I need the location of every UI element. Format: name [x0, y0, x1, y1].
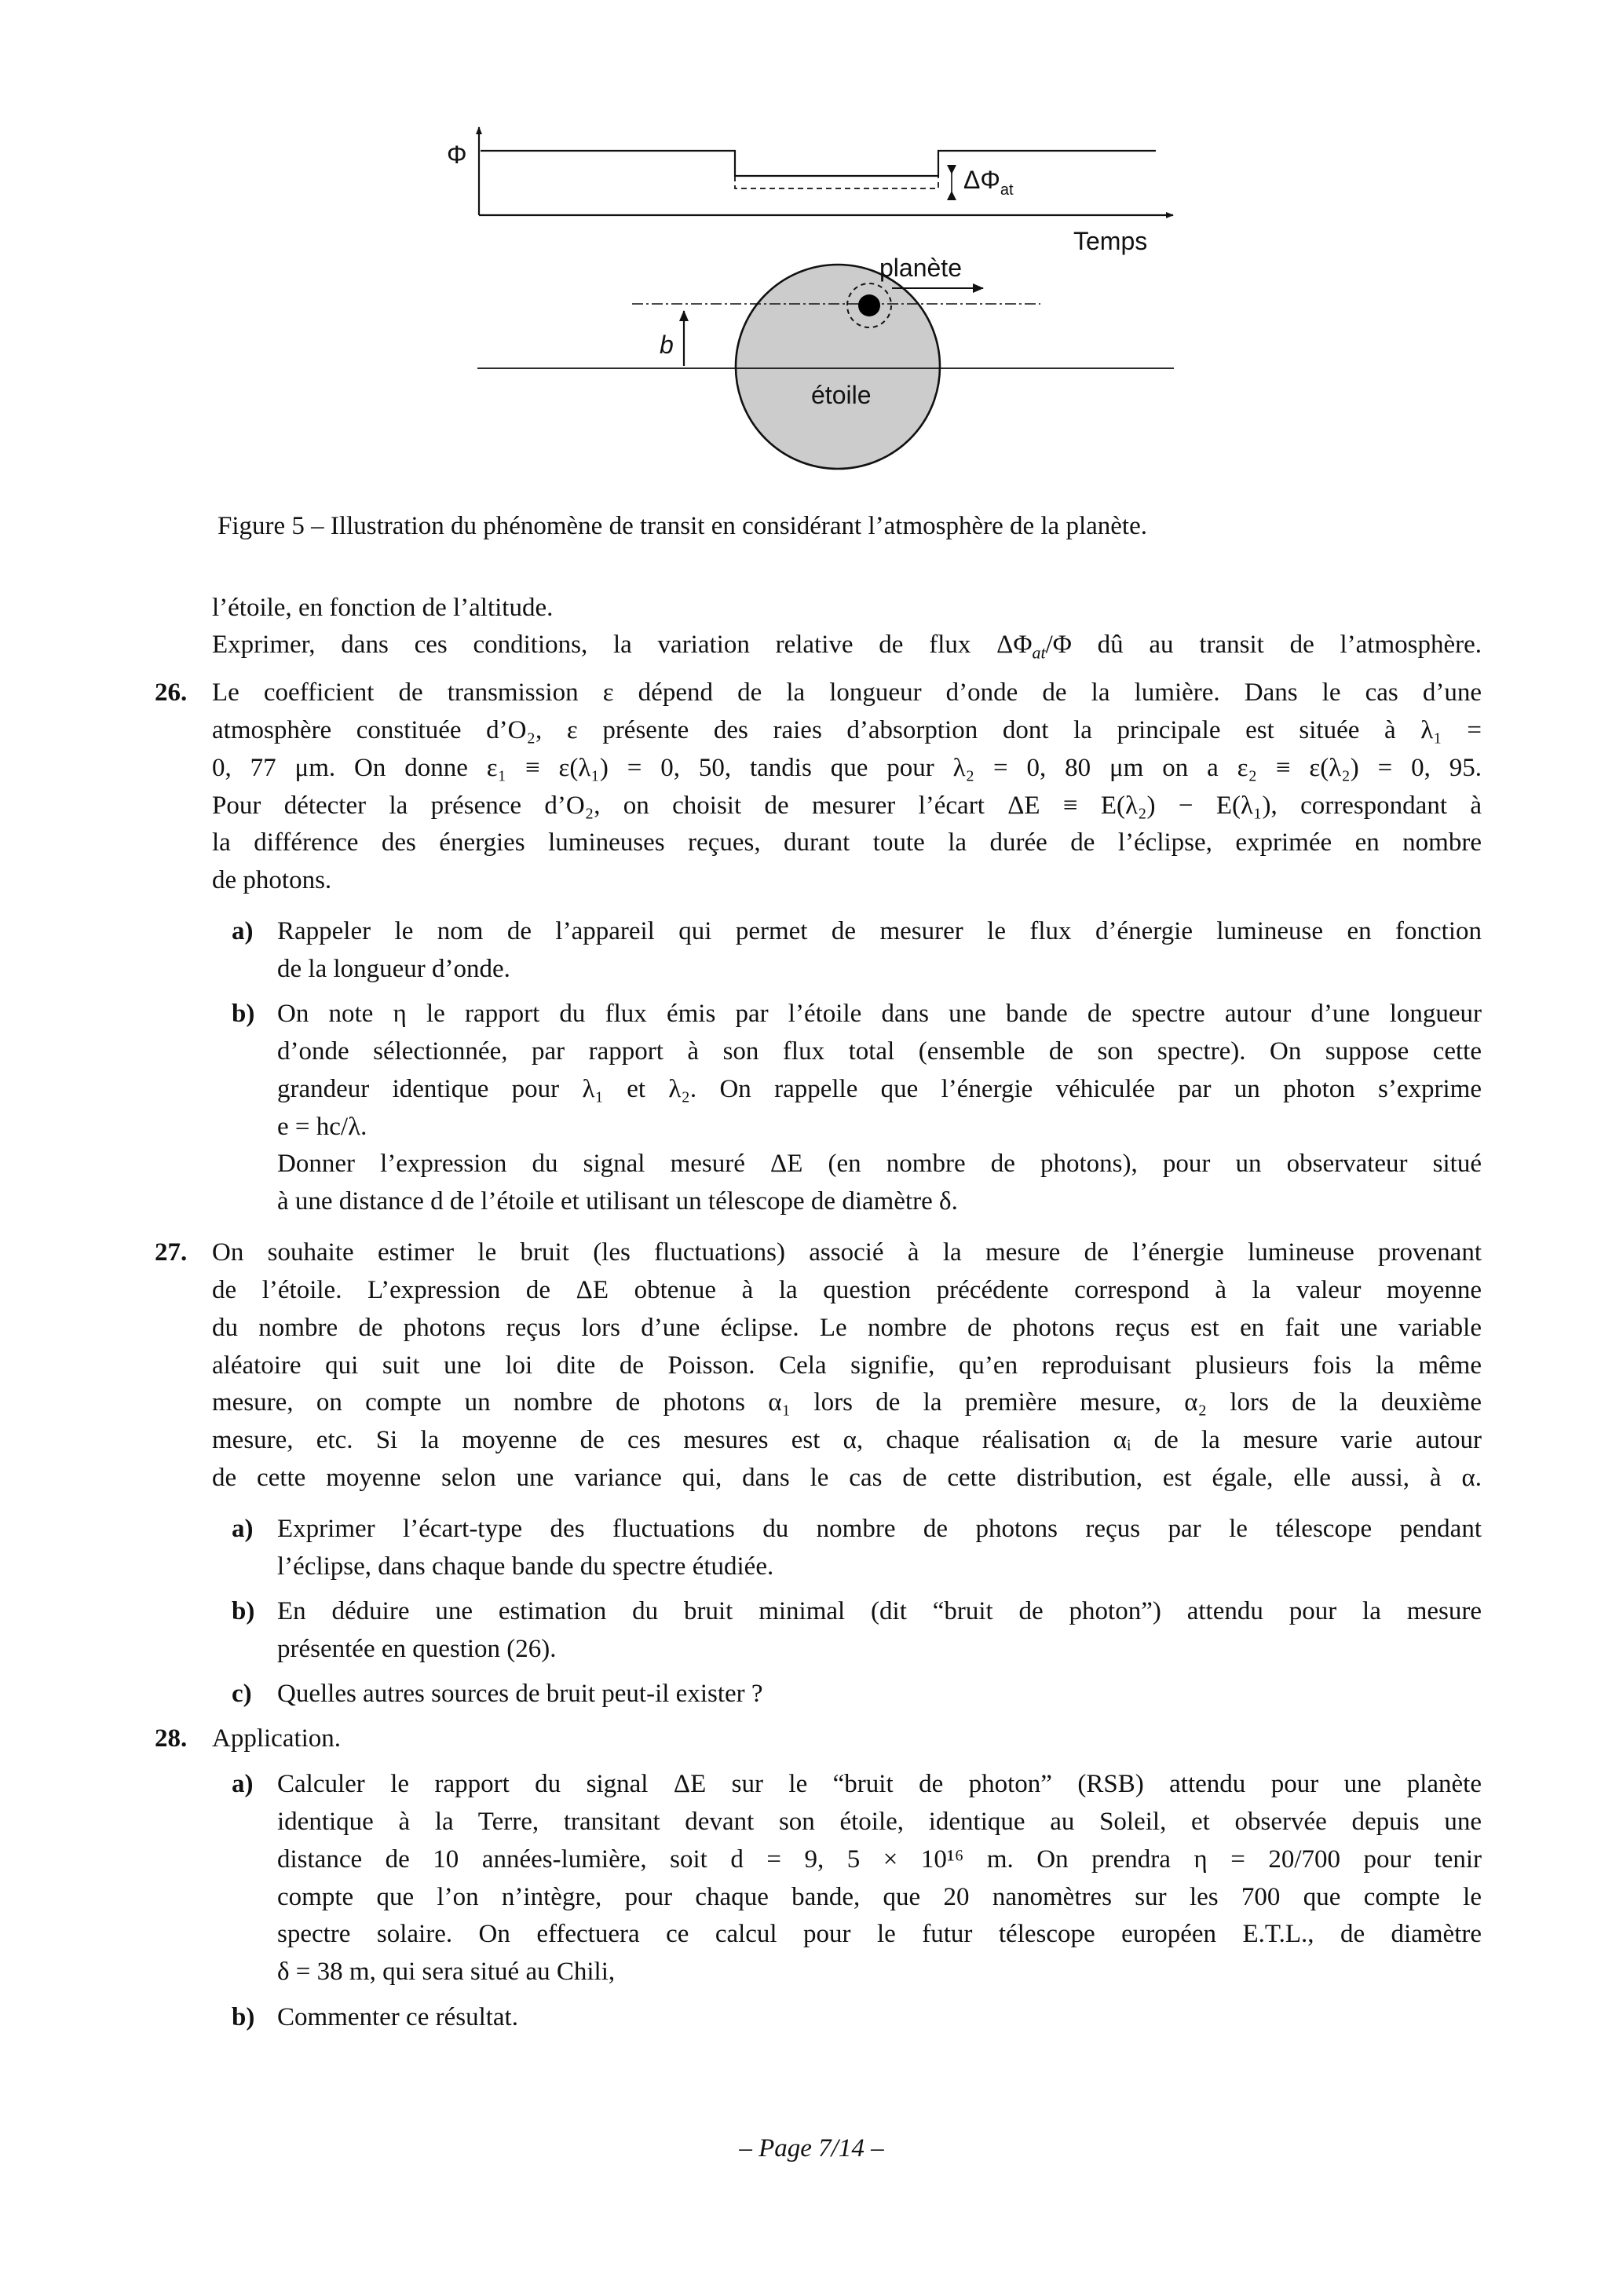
- q27c-line: Quelles autres sources de bruit peut-il exister ?: [277, 1680, 763, 1708]
- q26b-label: b): [232, 1000, 255, 1028]
- flux-curve: [481, 151, 1156, 176]
- q26b-line: e = hc/λ.: [277, 1113, 367, 1141]
- q27-line: aléatoire qui suit une loi dite de Poisson. Cela signifie, qu’en reproduisant plusieurs fois la même: [212, 1351, 1482, 1380]
- q28a-line: compte que l’on n’intègre, pour chaque bande, que 20 nanomètres sur les 700 que compte le: [277, 1883, 1482, 1911]
- question-27-number: 27.: [155, 1238, 188, 1267]
- q27a-line: l’éclipse, dans chaque bande du spectre étudiée.: [277, 1552, 774, 1581]
- y-axis-label: Φ: [447, 141, 467, 169]
- q28a-line: identique à la Terre, transitant devant son étoile, identique au Soleil, et observée depuis une: [277, 1808, 1482, 1836]
- transit-geometry: [477, 254, 1174, 469]
- q27b-line: En déduire une estimation du bruit minimal (dit “bruit de photon”) attendu pour la mesure: [277, 1597, 1482, 1625]
- q28a-line: δ = 38 m, qui sera situé au Chili,: [277, 1958, 616, 1986]
- q28a-line: Calculer le rapport du signal ΔE sur le “bruit de photon” (RSB) attendu pour une planète: [277, 1770, 1482, 1798]
- q27b-label: b): [232, 1597, 255, 1625]
- intro-line-1: l’étoile, en fonction de l’altitude.: [212, 594, 554, 622]
- q26b-line: à une distance d de l’étoile et utilisant un télescope de diamètre δ.: [277, 1187, 958, 1216]
- q27-line: mesure, etc. Si la moyenne de ces mesures est α, chaque réalisation αᵢ de la mesure varie autour: [212, 1426, 1482, 1454]
- star-disk: [736, 265, 940, 469]
- q26-line: atmosphère constituée d’O₂, ε présente des raies d’absorption dont la principale est située à λ₁ =: [212, 716, 1482, 744]
- q26a-line: de la longueur d’onde.: [277, 955, 510, 983]
- q26b-line: grandeur identique pour λ₁ et λ₂. On rappelle que l’énergie véhiculée par un photon s’exprime: [277, 1075, 1482, 1103]
- intro-line-2: Exprimer, dans ces conditions, la variation relative de flux $\Delta\Phi_{at}/\Phi$ dû au transit de l’atmosphère.: [212, 631, 1482, 663]
- q27-line: On souhaite estimer le bruit (les fluctuations) associé à la mesure de l’énergie lumineuse provenant: [212, 1238, 1482, 1267]
- q27-line: de l’étoile. L’expression de ΔE obtenue à la question précédente correspond à la valeur moyenne: [212, 1276, 1482, 1304]
- q26b-line: d’onde sélectionnée, par rapport à son flux total (ensemble de son spectre). On suppose cette: [277, 1037, 1482, 1066]
- q28b-line: Commenter ce résultat.: [277, 2003, 518, 2031]
- q28-title: Application.: [212, 1724, 342, 1753]
- q26-line: de photons.: [212, 866, 332, 894]
- q28a-label: a): [232, 1770, 254, 1798]
- page-number: – Page 7/14 –: [739, 2134, 884, 2163]
- delta-phi-label: $\Delta\Phi_{at}$: [963, 166, 1014, 199]
- q27c-label: c): [232, 1680, 252, 1708]
- planet-label: planète: [879, 254, 962, 282]
- flux-plot: [447, 127, 1173, 255]
- question-28-number: 28.: [155, 1724, 188, 1753]
- planet-disk: [858, 294, 880, 316]
- q26b-line: Donner l’expression du signal mesuré ΔE (en nombre de photons), pour un observateur situé: [277, 1150, 1482, 1178]
- q26-line: Pour détecter la présence d’O₂, on choisit de mesurer l’écart ΔE ≡ E(λ₂) − E(λ₁), correspondant à: [212, 792, 1482, 820]
- q27a-label: a): [232, 1515, 254, 1543]
- q27-line: mesure, on compte un nombre de photons α₁ lors de la première mesure, α₂ lors de la deuxième: [212, 1388, 1482, 1417]
- transit-figure: [0, 0, 1623, 487]
- q26-line: 0, 77 μm. On donne ε₁ ≡ ε(λ₁) = 0, 50, tandis que pour λ₂ = 0, 80 μm on a ε₂ ≡ ε(λ₂) = 0, 95.: [212, 754, 1482, 782]
- x-axis-label: Temps: [1073, 227, 1148, 255]
- q28a-line: distance de 10 années-lumière, soit d = 9, 5 × 10¹⁶ m. On prendra η = 20/700 pour tenir: [277, 1845, 1482, 1874]
- q27b-line: présentée en question (26).: [277, 1635, 557, 1663]
- impact-parameter-label: b: [660, 331, 674, 359]
- q28b-label: b): [232, 2003, 255, 2031]
- q27-line: de cette moyenne selon une variance qui, dans le cas de cette distribution, est égale, elle aussi, à α.: [212, 1464, 1482, 1492]
- q26-line: Le coefficient de transmission ε dépend de la longueur d’onde de la lumière. Dans le cas d’une: [212, 678, 1482, 707]
- question-26-number: 26.: [155, 678, 188, 707]
- q28a-line: spectre solaire. On effectuera ce calcul pour le futur télescope européen E.T.L., de diamètre: [277, 1920, 1482, 1948]
- q26b-line: On note η le rapport du flux émis par l’étoile dans une bande de spectre autour d’une longueur: [277, 1000, 1482, 1028]
- figure-caption: Figure 5 – Illustration du phénomène de transit en considérant l’atmosphère de la planète.: [217, 512, 1147, 540]
- q27a-line: Exprimer l’écart-type des fluctuations du nombre de photons reçus par le télescope pendant: [277, 1515, 1482, 1543]
- q26a-line: Rappeler le nom de l’appareil qui permet de mesurer le flux d’énergie lumineuse en fonction: [277, 917, 1482, 945]
- q26-line: la différence des énergies lumineuses reçues, durant toute la durée de l’éclipse, exprimée en nombre: [212, 828, 1482, 857]
- q27-line: du nombre de photons reçus lors d’une éclipse. Le nombre de photons reçus est en fait une variable: [212, 1314, 1482, 1342]
- flux-curve-with-atmosphere: [735, 176, 938, 188]
- q26a-label: a): [232, 917, 254, 945]
- star-label: étoile: [811, 381, 872, 409]
